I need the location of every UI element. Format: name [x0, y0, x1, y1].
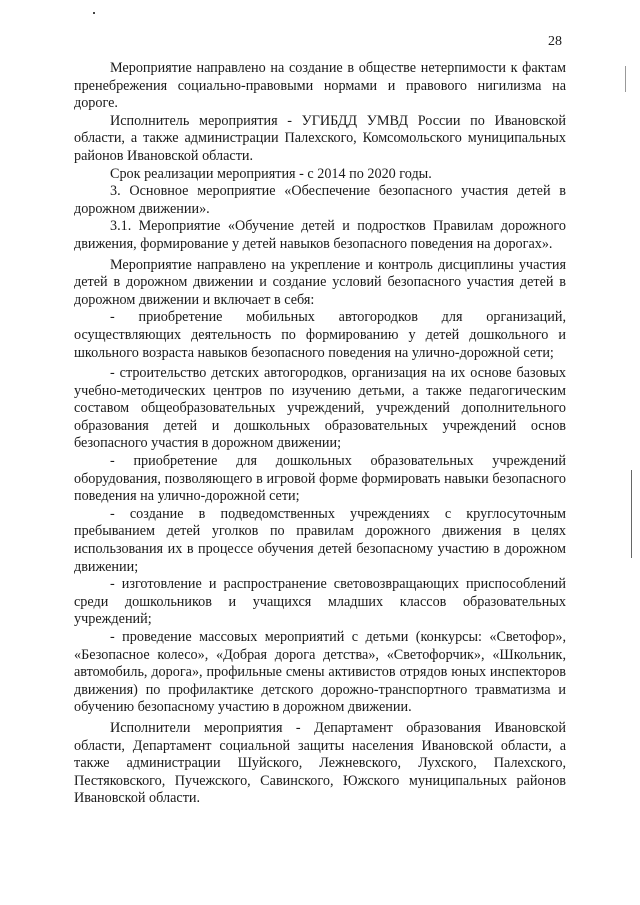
paragraph: Мероприятие направлено на укрепление и контроль дисциплины участия детей в дорожном движении и создание условий безопасного участия детей в дорожном движении и включает в себя:	[74, 256, 566, 308]
list-item: - приобретение мобильных автогородков для организаций, осуществляющих деятельность по формированию у детей дошкольного и школьного возраста навыков безопасного поведения на улично-дорожной сети;	[74, 309, 566, 361]
page-number: 28	[548, 34, 562, 49]
scan-edge-mark	[631, 470, 632, 558]
list-item: - создание в подведомственных учреждениях с круглосуточным пребыванием детей уголков по правилам дорожного движения в целях использования их в процессе обучения детей безопасному участию в дорожном движении;	[74, 505, 566, 575]
paragraph: Исполнители мероприятия - Департамент образования Ивановской области, Департамент социальной защиты населения Ивановской области, а также администрации Шуйского, Лежневского, Лухского, Палехского, Пестяковского, Пучежского, Савинского, Южского муниципальных районов Ивановской области.	[74, 719, 566, 807]
list-item: - строительство детских автогородков, организация на их основе базовых учебно-методических центров по изучению детьми, а также педагогическим составом общеобразовательных учреждений, учреждений дополнительного образования детей и дошкольных образовательных учреждений основ безопасного участия в дорожном движении;	[74, 365, 566, 452]
body-text	[74, 60, 566, 808]
subsection-heading: 3.1. Мероприятие «Обучение детей и подростков Правилам дорожного движения, формирование у детей навыков безопасного поведения на дорогах».	[74, 218, 566, 252]
list-item: - изготовление и распространение световозвращающих приспособлений среди дошкольников и учащихся младших классов образовательных учреждений;	[74, 576, 566, 628]
paragraph: Срок реализации мероприятия - с 2014 по 2020 годы.	[110, 165, 432, 182]
scan-speck	[93, 12, 95, 14]
list-item: - проведение массовых мероприятий с детьми (конкурсы: «Светофор», «Безопасное колесо», «Добрая дорога детства», «Светофорчик», «Школьник, автомобиль, дорога», профильные смены активистов отрядов юных инспекторов движения) по профилактике детского дорожно-транспортного травматизма и обучению безопасному участию в дорожном движении.	[74, 629, 566, 716]
list-item: - приобретение для дошкольных образовательных учреждений оборудования, позволяющего в игровой форме формировать навыки безопасного поведения на улично-дорожной сети;	[74, 453, 566, 505]
scan-edge-mark	[625, 66, 626, 92]
paragraph: Мероприятие направлено на создание в обществе нетерпимости к фактам пренебрежения социально-правовыми нормами и правового нигилизма на дороге.	[74, 60, 566, 112]
section-heading: 3. Основное мероприятие «Обеспечение безопасного участия детей в дорожном движении».	[74, 183, 566, 217]
paragraph: Исполнитель мероприятия - УГИБДД УМВД России по Ивановской области, а также администрации Палехского, Комсомольского муниципальных районов Ивановской области.	[74, 112, 566, 164]
